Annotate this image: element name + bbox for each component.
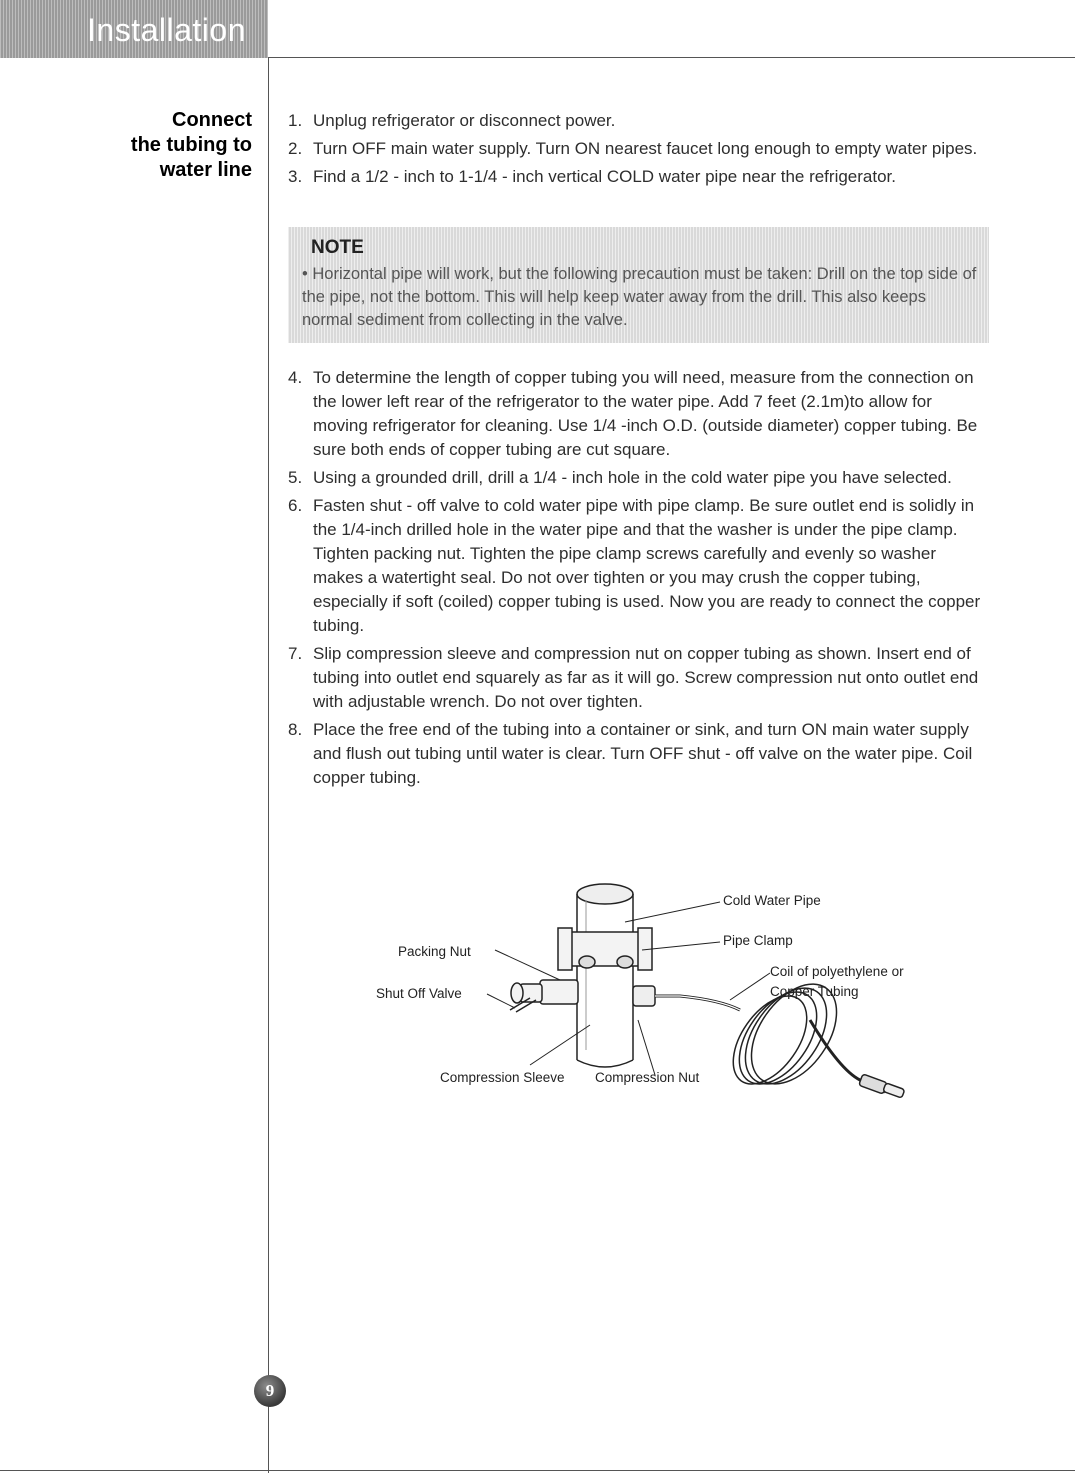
- step-text: Fasten shut - off valve to cold water pipe with pipe clamp. Be sure outlet end is solidly in the 1/4-inch drilled hole in the water pipe and that the washer is under the pipe clamp. Tighten packing nut. Tighten the pipe clamp screws carefully and evenly so washer makes a watertight seal. Do not over tighten or you may crush the copper tubing, especially if soft (coiled) copper tubing is used. Now you are ready to connect the copper tubing.: [313, 496, 981, 635]
- step-item: [288, 137, 988, 161]
- steps-list-before-note: [288, 109, 988, 193]
- label-coil-line2: Copper Tubing: [770, 984, 859, 999]
- step-text: Using a grounded drill, drill a 1/4 - inch hole in the cold water pipe you have selected.: [313, 468, 952, 487]
- step-number: 8.: [288, 720, 303, 739]
- section-heading: [60, 108, 252, 183]
- header-tab: [0, 0, 268, 58]
- note-text: • Horizontal pipe will work, but the following precaution must be taken: Drill on the top side of the pipe, not the bottom. This will help keep water away from the drill. This also keeps normal sediment from collecting in the valve.: [302, 265, 977, 329]
- step-text: Slip compression sleeve and compression nut on copper tubing as shown. Insert end of tubing into outlet end squarely as far as it will go. Screw compression nut onto outlet end with adjustable wrench. Do not over tighten.: [313, 644, 979, 711]
- cold-water-pipe-drawing: [577, 884, 633, 1067]
- note-title: NOTE: [311, 237, 364, 258]
- step-number: 4.: [288, 368, 303, 387]
- step-number: 7.: [288, 644, 303, 663]
- step-item: [288, 718, 988, 790]
- step-item: [288, 366, 988, 462]
- label-compression-nut: Compression Nut: [595, 1070, 700, 1085]
- step-text: Place the free end of the tubing into a container or sink, and turn ON main water supply and flush out tubing until water is clear. Turn OFF shut - off valve on the water pipe. Coil copper tubing.: [313, 720, 973, 787]
- step-number: 6.: [288, 496, 303, 515]
- water-line-diagram: [376, 870, 950, 1110]
- section-tab-title: Installation: [87, 12, 246, 48]
- step-number: 2.: [288, 139, 303, 158]
- label-coil-line1: Coil of polyethylene or: [770, 964, 904, 979]
- step-text: Turn OFF main water supply. Turn ON nearest faucet long enough to empty water pipes.: [313, 139, 978, 158]
- pipe-clamp-drawing: [558, 928, 652, 970]
- top-rule: [268, 57, 1075, 58]
- label-cold-water-pipe: Cold Water Pipe: [723, 893, 821, 908]
- shut-off-valve-drawing: [510, 980, 578, 1012]
- vertical-rule: [268, 57, 269, 1473]
- section-heading-line: Connect: [172, 109, 252, 131]
- bottom-rule: [0, 1470, 1075, 1471]
- step-number: 5.: [288, 468, 303, 487]
- step-text: To determine the length of copper tubing you will need, measure from the connection on the lower left rear of the refrigerator to the water pipe. Add 7 feet (2.1m)to allow for moving refrigerator for cleaning. Use 1/4 -inch O.D. (outside diameter) copper tubing. Be sure both ends of copper tubing are cut square.: [313, 368, 978, 459]
- step-number: 1.: [288, 111, 303, 130]
- step-item: [288, 466, 988, 490]
- page-number-badge: 9: [254, 1375, 286, 1407]
- label-pipe-clamp: Pipe Clamp: [723, 933, 793, 948]
- step-text: Unplug refrigerator or disconnect power.: [313, 111, 616, 130]
- step-item: [288, 109, 988, 133]
- label-packing-nut: Packing Nut: [398, 944, 471, 959]
- label-shut-off-valve: Shut Off Valve: [376, 986, 462, 1001]
- step-text: Find a 1/2 - inch to 1-1/4 - inch vertical COLD water pipe near the refrigerator.: [313, 167, 896, 186]
- steps-list-after-note: [288, 366, 988, 794]
- label-compression-sleeve: Compression Sleeve: [440, 1070, 565, 1085]
- note-box: [288, 227, 989, 343]
- step-item: [288, 642, 988, 714]
- step-item: [288, 494, 988, 638]
- section-heading-line: the tubing to: [130, 134, 252, 156]
- section-heading-line: water line: [159, 159, 252, 181]
- step-number: 3.: [288, 167, 303, 186]
- step-item: [288, 165, 988, 189]
